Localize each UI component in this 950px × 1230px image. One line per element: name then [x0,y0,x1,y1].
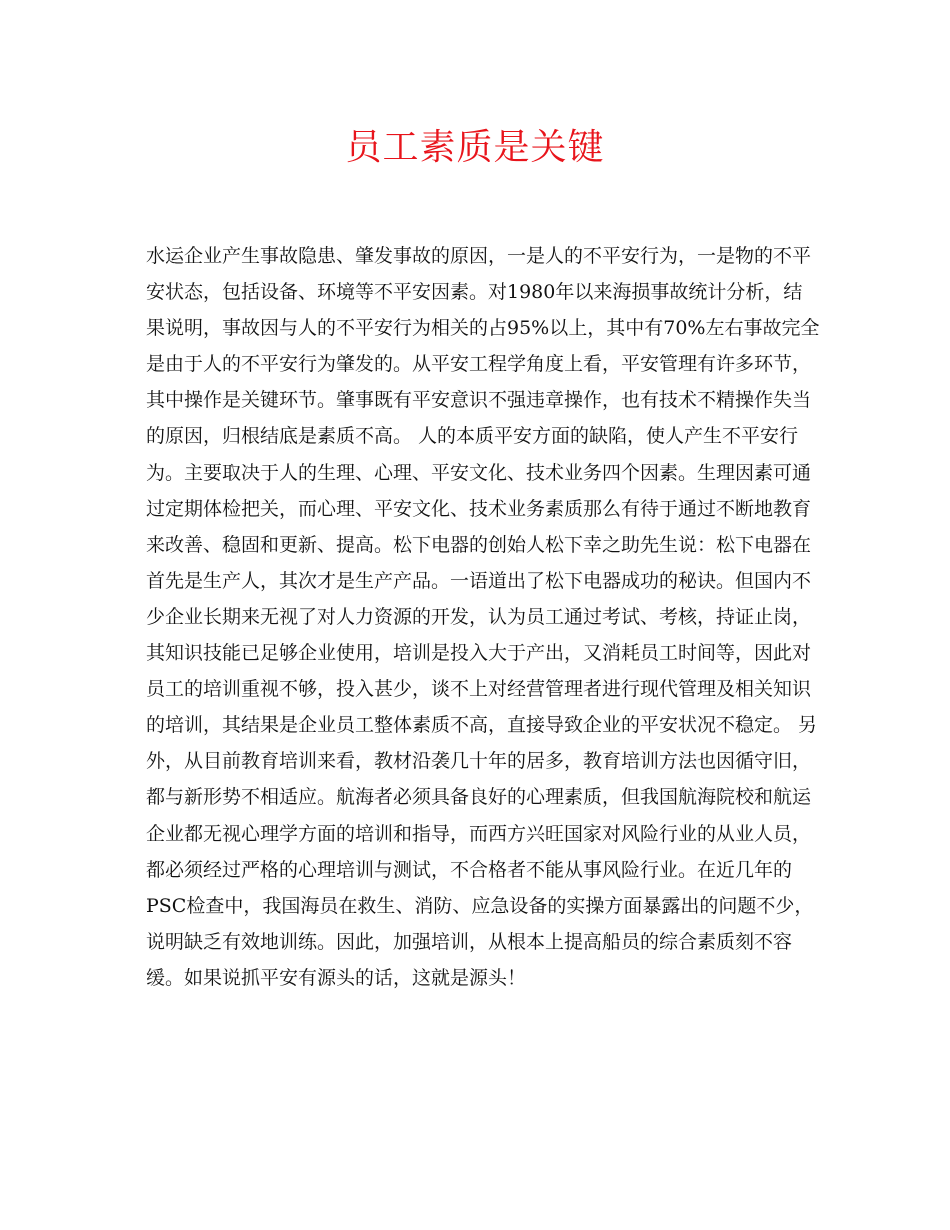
document-body [146,238,820,996]
body-line: 其中操作是关键环节。肇事既有平安意识不强违章操作，也有技术不精操作失当 [146,389,812,412]
body-line: 的原因，归根结底是素质不高。 人的本质平安方面的缺陷，使人产生不平安行 [146,425,799,448]
body-line: 说明缺乏有效地训练。因此，加强培训，从根本上提高船员的综合素质刻不容 [146,930,793,953]
body-line: 过定期体检把关，而心理、平安文化、技术业务素质那么有待于通过不断地教育 [146,497,812,520]
body-line: 的培训，其结果是企业员工整体素质不高，直接导致企业的平安状况不稳定。 另 [146,714,818,737]
body-line: 都必须经过严格的心理培训与测试，不合格者不能从事风险行业。在近几年的 [146,858,793,881]
body-line: 安状态，包括设备、环境等不平安因素。对1980年以来海损事故统计分析，结 [146,281,803,304]
body-line: 都与新形势不相适应。航海者必须具备良好的心理素质，但我国航海院校和航运 [146,786,812,809]
body-line: PSC检查中，我国海员在救生、消防、应急设备的实操方面暴露出的问题不少， [146,894,814,917]
body-line: 企业都无视心理学方面的培训和指导，而西方兴旺国家对风险行业的从业人员， [146,822,812,845]
body-line: 其知识技能已足够企业使用，培训是投入大于产出，又消耗员工时间等，因此对 [146,642,812,665]
body-line: 果说明，事故因与人的不平安行为相关的占95%以上，其中有70%左右事故完全 [146,317,820,340]
body-line: 为。主要取决于人的生理、心理、平安文化、技术业务四个因素。生理因素可通 [146,461,812,484]
body-line: 首先是生产人，其次才是生产产品。一语道出了松下电器成功的秘诀。但国内不 [146,569,812,592]
body-line: 是由于人的不平安行为肇发的。从平安工程学角度上看，平安管理有许多环节， [146,353,812,376]
body-line: 少企业长期来无视了对人力资源的开发，认为员工通过考试、考核，持证止岗， [146,605,812,628]
document-title: 员工素质是关键 [345,127,605,168]
body-line: 水运企业产生事故隐患、肇发事故的原因，一是人的不平安行为，一是物的不平 [146,245,812,267]
body-line: 外，从目前教育培训来看，教材沿袭几十年的居多，教育培训方法也因循守旧， [146,750,812,773]
body-line: 员工的培训重视不够，投入甚少，谈不上对经营管理者进行现代管理及相关知识 [146,678,812,701]
body-line: 缓。如果说抓平安有源头的话，这就是源头！ [146,966,527,989]
body-line: 来改善、稳固和更新、提高。松下电器的创始人松下幸之助先生说：松下电器在 [146,533,812,556]
